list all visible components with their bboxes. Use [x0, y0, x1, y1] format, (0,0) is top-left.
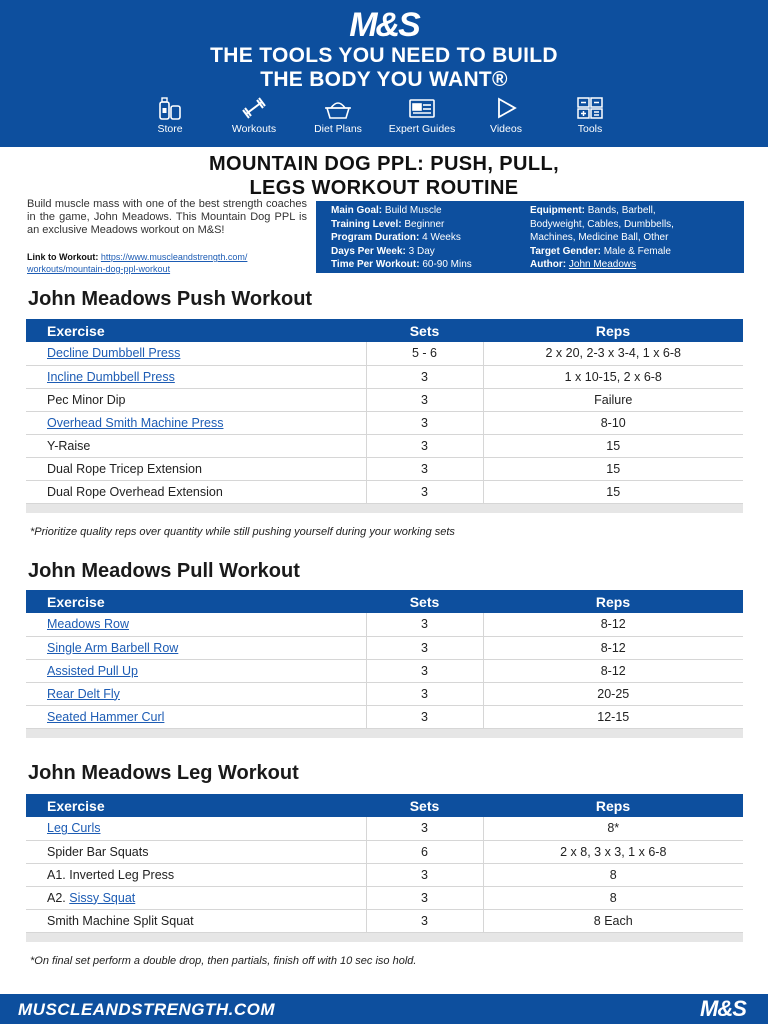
exercise-link[interactable]: Overhead Smith Machine Press	[47, 415, 224, 430]
pull-section-title: John Meadows Pull Workout	[28, 560, 300, 582]
exercise-cell	[26, 909, 366, 932]
col-header-exercise: Exercise	[26, 319, 366, 342]
table-header-row	[26, 590, 743, 613]
exercise-cell	[26, 817, 366, 840]
exercise-cell	[26, 613, 366, 636]
header-banner	[0, 0, 768, 147]
page-title-line-1: MOUNTAIN DOG PPL: PUSH, PULL,	[208, 153, 560, 175]
info-label: Time Per Workout:	[331, 259, 420, 271]
nav-label-tools: Tools	[577, 123, 603, 135]
program-info-box	[316, 201, 744, 273]
exercise-cell	[26, 411, 366, 434]
reps-cell: 8-10	[483, 411, 743, 434]
info-column-left	[331, 204, 531, 272]
exercise-link[interactable]: Single Arm Barbell Row	[47, 640, 179, 655]
author-link[interactable]: John Meadows	[568, 259, 637, 271]
table-row	[26, 342, 743, 365]
info-label: Equipment:	[530, 205, 585, 216]
info-value: 4 Weeks	[422, 232, 461, 244]
sets-cell: 3	[366, 863, 483, 886]
calculator-icon	[575, 96, 605, 120]
nav-item-videos[interactable]	[466, 96, 546, 140]
page-title-line-2: LEGS WORKOUT ROUTINE	[249, 177, 519, 199]
nav-item-tools[interactable]	[550, 96, 630, 140]
exercise-link[interactable]: Leg Curls	[47, 821, 101, 836]
table-row	[26, 705, 743, 728]
info-value: Bodyweight, Cables, Dumbbells,	[530, 218, 674, 230]
table-row	[26, 480, 743, 503]
col-header-sets: Sets	[366, 794, 483, 817]
table-row	[26, 457, 743, 480]
table-footer-bar	[26, 503, 743, 513]
reps-cell: 12-15	[483, 705, 743, 728]
pull-table	[26, 590, 743, 738]
reps-cell: 2 x 8, 3 x 3, 1 x 6-8	[483, 840, 743, 863]
sets-cell: 3	[366, 636, 483, 659]
exercise-link[interactable]: Sissy Squat	[69, 890, 136, 905]
table-row	[26, 909, 743, 932]
sets-cell: 3	[366, 909, 483, 932]
exercise-cell	[26, 863, 366, 886]
reps-cell: 8 Each	[483, 909, 743, 932]
table-header-row	[26, 319, 743, 342]
exercise-link[interactable]: Seated Hammer Curl	[47, 709, 165, 724]
pull-table-body	[26, 613, 743, 738]
info-value: Male & Female	[603, 245, 671, 257]
footer-logo[interactable]: M&S	[700, 996, 746, 1021]
header-nav	[130, 96, 630, 140]
reps-cell: 20-25	[483, 682, 743, 705]
workout-link-block	[27, 251, 312, 275]
info-value: 60-90 Mins	[422, 259, 472, 271]
reps-cell: 2 x 20, 2-3 x 3-4, 1 x 6-8	[483, 342, 743, 365]
info-label: Days Per Week:	[331, 245, 406, 257]
info-column-right	[530, 204, 740, 272]
nav-item-workouts[interactable]	[214, 96, 294, 140]
sets-cell: 5 - 6	[366, 342, 483, 365]
scale-icon	[323, 96, 353, 120]
exercise-name: Dual Rope Tricep Extension	[47, 461, 202, 476]
guide-icon	[407, 96, 437, 120]
play-icon	[491, 96, 521, 120]
exercise-name: Pec Minor Dip	[47, 392, 126, 407]
info-label: Target Gender:	[530, 245, 601, 257]
info-label: Author:	[530, 259, 567, 271]
exercise-link[interactable]: Meadows Row	[47, 617, 129, 632]
table-row	[26, 863, 743, 886]
legs-table-body	[26, 817, 743, 942]
exercise-cell	[26, 840, 366, 863]
info-value: Build Muscle	[384, 205, 442, 216]
reps-cell: 15	[483, 434, 743, 457]
table-row	[26, 411, 743, 434]
exercise-link[interactable]: Rear Delt Fly	[47, 686, 120, 701]
page-title	[0, 152, 768, 200]
info-value: Bands, Barbell,	[587, 205, 656, 216]
tagline-line-2: THE BODY YOU WANT®	[260, 68, 508, 91]
nav-item-expert-guides[interactable]	[382, 96, 462, 140]
store-icon	[155, 96, 185, 120]
tagline	[0, 44, 768, 92]
dumbbell-icon	[239, 96, 269, 120]
table-footer-bar	[26, 932, 743, 942]
sets-cell: 3	[366, 817, 483, 840]
exercise-cell	[26, 342, 366, 365]
exercise-link[interactable]: Incline Dumbbell Press	[47, 369, 175, 384]
footer-site-link[interactable]: MUSCLEANDSTRENGTH.COM	[18, 1000, 275, 1019]
nav-label-diet-plans: Diet Plans	[314, 123, 362, 135]
exercise-cell	[26, 659, 366, 682]
reps-cell: 8-12	[483, 636, 743, 659]
workout-link-url-2[interactable]: workouts/mountain-dog-ppl-workout	[27, 264, 171, 274]
reps-cell: 1 x 10-15, 2 x 6-8	[483, 365, 743, 388]
reps-cell: 8-12	[483, 613, 743, 636]
reps-cell: Failure	[483, 388, 743, 411]
table-header-row	[26, 794, 743, 817]
exercise-cell	[26, 636, 366, 659]
exercise-cell	[26, 886, 366, 909]
exercise-cell	[26, 480, 366, 503]
sets-cell: 3	[366, 886, 483, 909]
table-row	[26, 886, 743, 909]
workout-link-url-1[interactable]: https://www.muscleandstrength.com/	[100, 252, 248, 262]
sets-cell: 3	[366, 480, 483, 503]
exercise-cell	[26, 705, 366, 728]
info-value: Beginner	[404, 218, 445, 230]
nav-label-expert-guides: Expert Guides	[388, 123, 456, 135]
info-label: Training Level:	[331, 218, 402, 230]
table-row	[26, 817, 743, 840]
table-footer-cell	[26, 728, 743, 738]
col-header-reps: Reps	[483, 794, 743, 817]
legs-section-title: John Meadows Leg Workout	[28, 762, 299, 784]
nav-label-workouts: Workouts	[231, 123, 277, 135]
reps-cell: 15	[483, 480, 743, 503]
sets-cell: 3	[366, 434, 483, 457]
sets-cell: 3	[366, 457, 483, 480]
reps-cell: 8-12	[483, 659, 743, 682]
table-row	[26, 840, 743, 863]
col-header-sets: Sets	[366, 590, 483, 613]
push-table	[26, 319, 743, 513]
col-header-reps: Reps	[483, 319, 743, 342]
push-table-body	[26, 342, 743, 513]
legs-note: *On final set perform a double drop, then partials, finish off with 10 sec iso hold.	[30, 955, 417, 967]
table-row	[26, 659, 743, 682]
info-value: Machines, Medicine Ball, Other	[530, 232, 669, 244]
sets-cell: 3	[366, 705, 483, 728]
col-header-exercise: Exercise	[26, 590, 366, 613]
reps-cell: 15	[483, 457, 743, 480]
tagline-line-1: THE TOOLS YOU NEED TO BUILD	[210, 44, 558, 67]
sets-cell: 3	[366, 613, 483, 636]
info-label: Program Duration:	[331, 232, 420, 244]
nav-label-videos: Videos	[490, 123, 522, 135]
footer-bar	[0, 994, 768, 1024]
table-row	[26, 682, 743, 705]
exercise-cell	[26, 457, 366, 480]
nav-label-store: Store	[157, 123, 183, 135]
sets-cell: 3	[366, 411, 483, 434]
exercise-cell	[26, 365, 366, 388]
intro-text: Build muscle mass with one of the best strength coaches in the game, John Meadows. This Mountain Dog PPL is an exclusive Meadows workout on M&S!	[27, 198, 307, 236]
table-row	[26, 388, 743, 411]
nav-item-store[interactable]	[130, 96, 210, 140]
sets-cell: 3	[366, 365, 483, 388]
exercise-prefix: A2.	[47, 890, 70, 905]
exercise-name: A1. Inverted Leg Press	[47, 867, 175, 882]
exercise-link[interactable]: Assisted Pull Up	[47, 663, 139, 678]
exercise-cell	[26, 388, 366, 411]
brand-logo[interactable]: M&S	[349, 6, 419, 44]
table-footer-bar	[26, 728, 743, 738]
col-header-reps: Reps	[483, 590, 743, 613]
table-footer-cell	[26, 503, 743, 513]
push-note: *Prioritize quality reps over quantity while still pushing yourself during your working sets	[30, 526, 455, 538]
exercise-name: Smith Machine Split Squat	[47, 913, 194, 928]
sets-cell: 3	[366, 659, 483, 682]
workout-link-label: Link to Workout:	[27, 252, 99, 262]
exercise-link[interactable]: Decline Dumbbell Press	[47, 346, 181, 361]
exercise-name: Spider Bar Squats	[47, 844, 149, 859]
push-section-title: John Meadows Push Workout	[28, 288, 313, 310]
reps-cell: 8	[483, 863, 743, 886]
table-row	[26, 365, 743, 388]
col-header-sets: Sets	[366, 319, 483, 342]
exercise-cell	[26, 682, 366, 705]
sets-cell: 3	[366, 682, 483, 705]
legs-table	[26, 794, 743, 942]
exercise-cell	[26, 434, 366, 457]
info-label: Main Goal:	[331, 205, 383, 216]
info-value: 3 Day	[408, 245, 435, 257]
table-row	[26, 434, 743, 457]
sets-cell: 3	[366, 388, 483, 411]
exercise-name: Y-Raise	[47, 438, 91, 453]
table-footer-cell	[26, 932, 743, 942]
exercise-name: Dual Rope Overhead Extension	[47, 484, 223, 499]
reps-cell: 8	[483, 886, 743, 909]
sets-cell: 6	[366, 840, 483, 863]
table-row	[26, 613, 743, 636]
col-header-exercise: Exercise	[26, 794, 366, 817]
nav-item-diet-plans[interactable]	[298, 96, 378, 140]
reps-cell: 8*	[483, 817, 743, 840]
table-row	[26, 636, 743, 659]
